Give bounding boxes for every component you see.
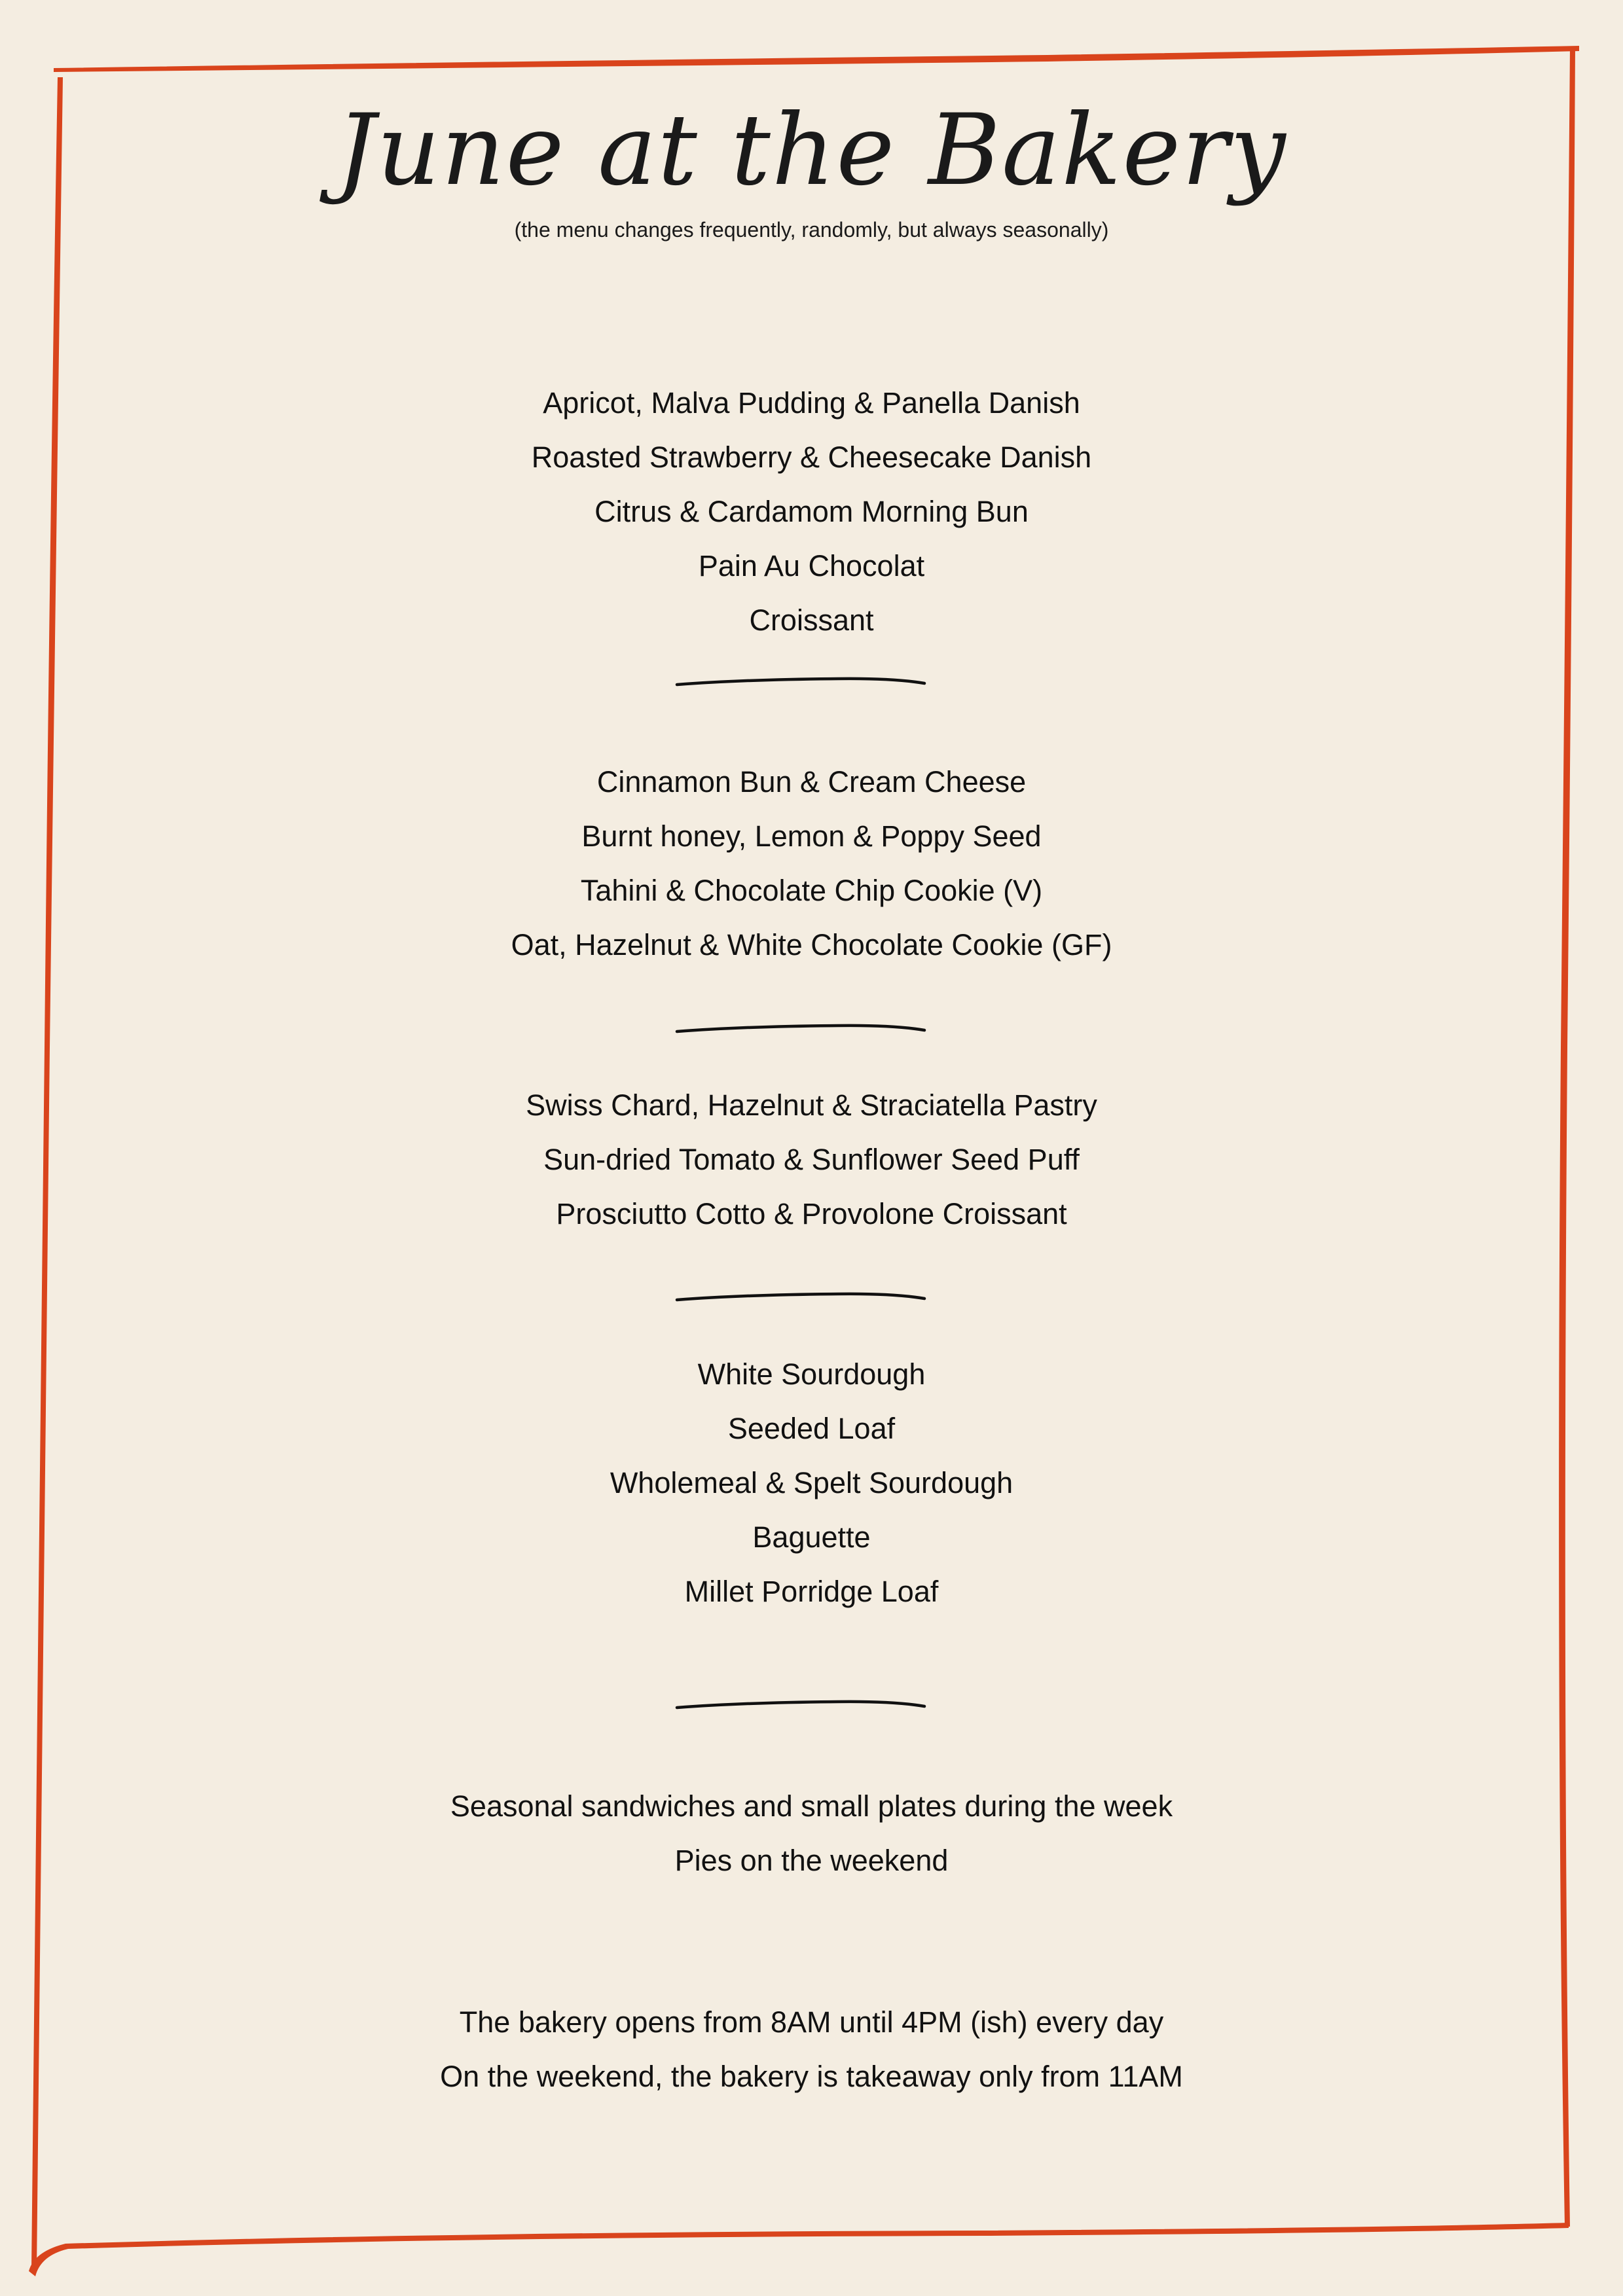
menu-item: Seeded Loaf <box>727 1412 896 1445</box>
sweets-section <box>0 755 1623 972</box>
menu-item: Cinnamon Bun & Cream Cheese <box>596 765 1027 798</box>
bread-section <box>0 1347 1623 1619</box>
menu-item: Baguette <box>752 1520 871 1554</box>
note-line: Seasonal sandwiches and small plates during the week <box>450 1789 1173 1823</box>
menu-item: Roasted Strawberry & Cheesecake Danish <box>531 440 1092 474</box>
menu-item: Apricot, Malva Pudding & Panella Danish <box>543 386 1080 420</box>
pastries-section <box>0 376 1623 647</box>
menu-title: June at the Bakery <box>336 94 1287 207</box>
menu-item: Oat, Hazelnut & White Chocolate Cookie (GF) <box>511 928 1112 961</box>
menu-item: Prosciutto Cotto & Provolone Croissant <box>556 1197 1067 1230</box>
section-divider <box>668 668 930 694</box>
menu-item: Wholemeal & Spelt Sourdough <box>610 1466 1013 1499</box>
menu-item: White Sourdough <box>697 1357 926 1391</box>
section-divider <box>668 1283 930 1309</box>
menu-item: Sun-dried Tomato & Sunflower Seed Puff <box>543 1143 1080 1176</box>
hours-line: The bakery opens from 8AM until 4PM (ish) every day <box>459 2005 1164 2039</box>
menu-item: Croissant <box>749 603 874 637</box>
section-divider <box>668 1014 930 1041</box>
section-divider <box>668 1691 930 1717</box>
hours-section <box>0 1995 1623 2104</box>
menu-item: Citrus & Cardamom Morning Bun <box>594 495 1029 528</box>
menu-item: Tahini & Chocolate Chip Cookie (V) <box>580 874 1043 907</box>
hours-line: On the weekend, the bakery is takeaway only from 11AM <box>440 2060 1183 2093</box>
menu-subtitle: (the menu changes frequently, randomly, but always seasonally) <box>514 218 1109 242</box>
menu-item: Burnt honey, Lemon & Poppy Seed <box>581 819 1042 853</box>
notes-section <box>0 1779 1623 1888</box>
menu-item: Pain Au Chocolat <box>698 549 925 583</box>
savoury-section <box>0 1078 1623 1241</box>
note-line: Pies on the weekend <box>674 1844 949 1877</box>
menu-item: Millet Porridge Loaf <box>684 1575 939 1608</box>
menu-item: Swiss Chard, Hazelnut & Straciatella Pastry <box>526 1088 1097 1122</box>
